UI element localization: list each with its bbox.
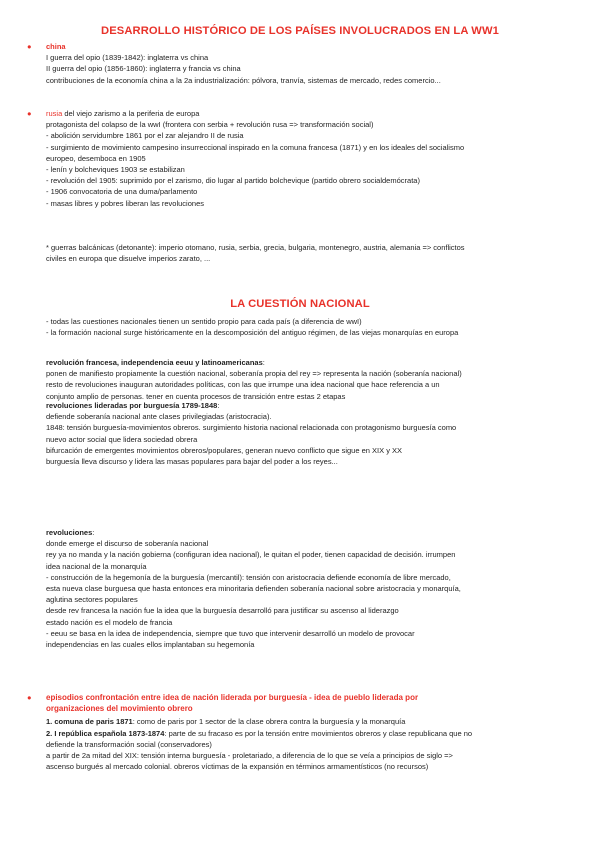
rev-burguesia-line: nuevo actor social que lidera sociedad obrera — [46, 434, 198, 444]
section-china — [27, 41, 560, 86]
section-rev-francesa — [46, 357, 560, 402]
intro-line: - la formación nacional surge históricamente en la descomposición del antiguo régimen, de las viejas monarquías en europa — [46, 328, 459, 338]
episodio-item-2-title: 2. I república española 1873-1874 — [46, 728, 165, 738]
rev-francesa-heading: revolución francesa, independencia eeuu y latinoamericanas — [46, 358, 263, 367]
note-line: * guerras balcánicas (detonante): imperio otomano, rusia, serbia, grecia, bulgaria, montenegro, austria, alemania => conflictos — [46, 243, 465, 252]
revoluciones-line: desde rev francesa la nación fue la idea que la burguesía desarrolló para justificar su ascenso al liderazgo — [46, 606, 399, 616]
rev-francesa-line: ponen de manifiesto propiamente la cuestión nacional, soberanía propia del rey => representa la nación (soberanía nacional) — [46, 369, 462, 379]
revoluciones-heading: revoluciones — [46, 528, 93, 537]
china-line: I guerra del opio (1839-1842): inglaterra vs china — [46, 53, 209, 63]
rev-francesa-line: conjunto amplio de personas. tener en cuenta procesos de transición entre estas 2 etapas — [46, 391, 346, 401]
rusia-line: - 1906 convocatoria de una duma/parlamento — [46, 187, 198, 197]
rusia-line: protagonista del colapso de la wwI (frontera con serbia + revolución rusa => transformación social) — [46, 120, 374, 130]
intro — [46, 316, 560, 338]
section-revoluciones — [46, 527, 560, 650]
rev-burguesia-line: 1848: tensión burguesía-movimientos obreros. surgimiento historia nacional relacionada con protagonismo burguesía como — [46, 423, 457, 433]
revoluciones-line: - construcción de la hegemonía de la burguesía (mercantil): tensión con aristocracia defiende economía de libre mercado, — [46, 572, 451, 582]
rusia-line: - lenín y bolcheviques 1903 se estabilizan — [46, 165, 185, 175]
china-line: contribuciones de la economía china a la 2a industrialización: pólvora, tranvía, sistemas de mercado, redes comercio... — [46, 75, 441, 85]
rev-francesa-line: resto de revoluciones inauguran autoridades políticas, con las que irrumpe una idea nacional que hace referencia a un — [46, 380, 440, 390]
rev-burguesia-line: defiende soberanía nacional ante clases privilegiadas (aristocracia). — [46, 412, 272, 422]
rev-burguesia-line: bifurcación de emergentes movimientos obreros/populares, generan nuevo conflicto que sigue en XIX y XX — [46, 445, 403, 455]
revoluciones-line: idea nacional de la monarquía — [46, 561, 147, 571]
episodio-item-2-cont: defiende la transformación social (conservadores) — [46, 739, 212, 749]
section-title-cuestion-nacional: LA CUESTIÓN NACIONAL — [230, 298, 370, 310]
rusia-line: - abolición servidumbre 1861 por el zar alejandro II de rusia — [46, 131, 244, 141]
china-heading-row — [27, 41, 560, 52]
heading-colon: : — [262, 358, 265, 367]
rusia-heading: rusia — [46, 109, 63, 118]
section-rev-burguesia — [46, 400, 560, 467]
rev-burguesia-heading: revoluciones lideradas por burguesía 1789-1848 — [46, 401, 218, 410]
heading-colon: : — [92, 528, 95, 537]
episodios-tail-line: ascenso burgués al mercado colonial. obreros víctimas de la expansión en términos armamentísticos (no recursos) — [46, 762, 429, 772]
revoluciones-line: aglutina sectores populares — [46, 595, 138, 605]
rusia-line: - masas libres y pobres liberan las revoluciones — [46, 198, 204, 208]
episodio-item-1-title: 1. comuna de paris 1871 — [46, 717, 133, 727]
episodios-heading-cont: organizaciones del movimiento obrero — [46, 704, 193, 714]
section-rusia — [27, 108, 560, 209]
episodios-tail-line: a partir de 2a mitad del XIX: tensión interna burguesía - proletariado, a diferencia de lo que se veía a principios de siglo => — [46, 751, 453, 761]
rev-burguesia-line: burguesía lleva discurso y lidera las masas populares para bajar del poder a los reyes... — [46, 457, 338, 467]
episodios-heading-row — [27, 692, 560, 703]
rusia-line: europeo, desemboca en 1905 — [46, 153, 146, 163]
rusia-line: - revolución del 1905: suprimido por el zarismo, dio lugar al partido bolchevique (partido obrero socialdemócrata) — [46, 176, 420, 186]
intro-line: - todas las cuestiones nacionales tienen un sentido propio para cada país (a diferencia de wwI) — [46, 317, 362, 326]
episodio-item-2-text: : parte de su fracaso es por la tensión entre movimientos obreros y clase republicana que no — [164, 728, 473, 738]
note-line: civiles en europa que disuelve imperios zarato, ... — [46, 254, 211, 264]
bullet-icon: ● — [27, 693, 32, 702]
bullet-icon: ● — [27, 42, 32, 51]
china-heading: china — [46, 42, 66, 51]
china-line: II guerra del opio (1856-1860): inglaterra y francia vs china — [46, 64, 241, 74]
revoluciones-line: estado nación es el modelo de francia — [46, 617, 173, 627]
section-episodios — [27, 692, 560, 772]
revoluciones-line: donde emerge el discurso de soberanía nacional — [46, 539, 209, 549]
rusia-heading-rest: del viejo zarismo a la periferia de europa — [62, 109, 200, 118]
revoluciones-line: rey ya no manda y la nación gobierna (configuran idea nacional), le quitan el poder, tienen capacidad de decisión. irrumpen — [46, 550, 456, 560]
heading-colon: : — [217, 401, 220, 410]
rusia-line: - surgimiento de movimiento campesino insurreccional inspirado en la comuna francesa (1871) y en los ideales del socialismo — [46, 142, 465, 152]
bullet-icon: ● — [27, 109, 32, 118]
revoluciones-line: independencias en las cuales ellos implantaban su hegemonía — [46, 640, 255, 650]
page-title: DESARROLLO HISTÓRICO DE LOS PAÍSES INVOLUCRADOS EN LA WW1 — [101, 25, 499, 37]
episodio-item-1-text: : como de paris por 1 sector de la clase obrera contra la burguesía y la monarquía — [132, 717, 406, 727]
episodios-heading: episodios confrontación entre idea de nación liderada por burguesía - idea de pueblo liderada por — [46, 693, 419, 702]
rusia-heading-row — [27, 108, 560, 119]
revoluciones-line: - eeuu se basa en la idea de independencia, siempre que tuvo que intervenir desarrolló un modelo de provocar — [46, 628, 415, 638]
revoluciones-line: esta nueva clase burguesa que hasta entonces era minoritaria defienden soberanía nacional sobre aristocracia y monarquía, — [46, 584, 461, 594]
rusia-note — [46, 242, 560, 264]
